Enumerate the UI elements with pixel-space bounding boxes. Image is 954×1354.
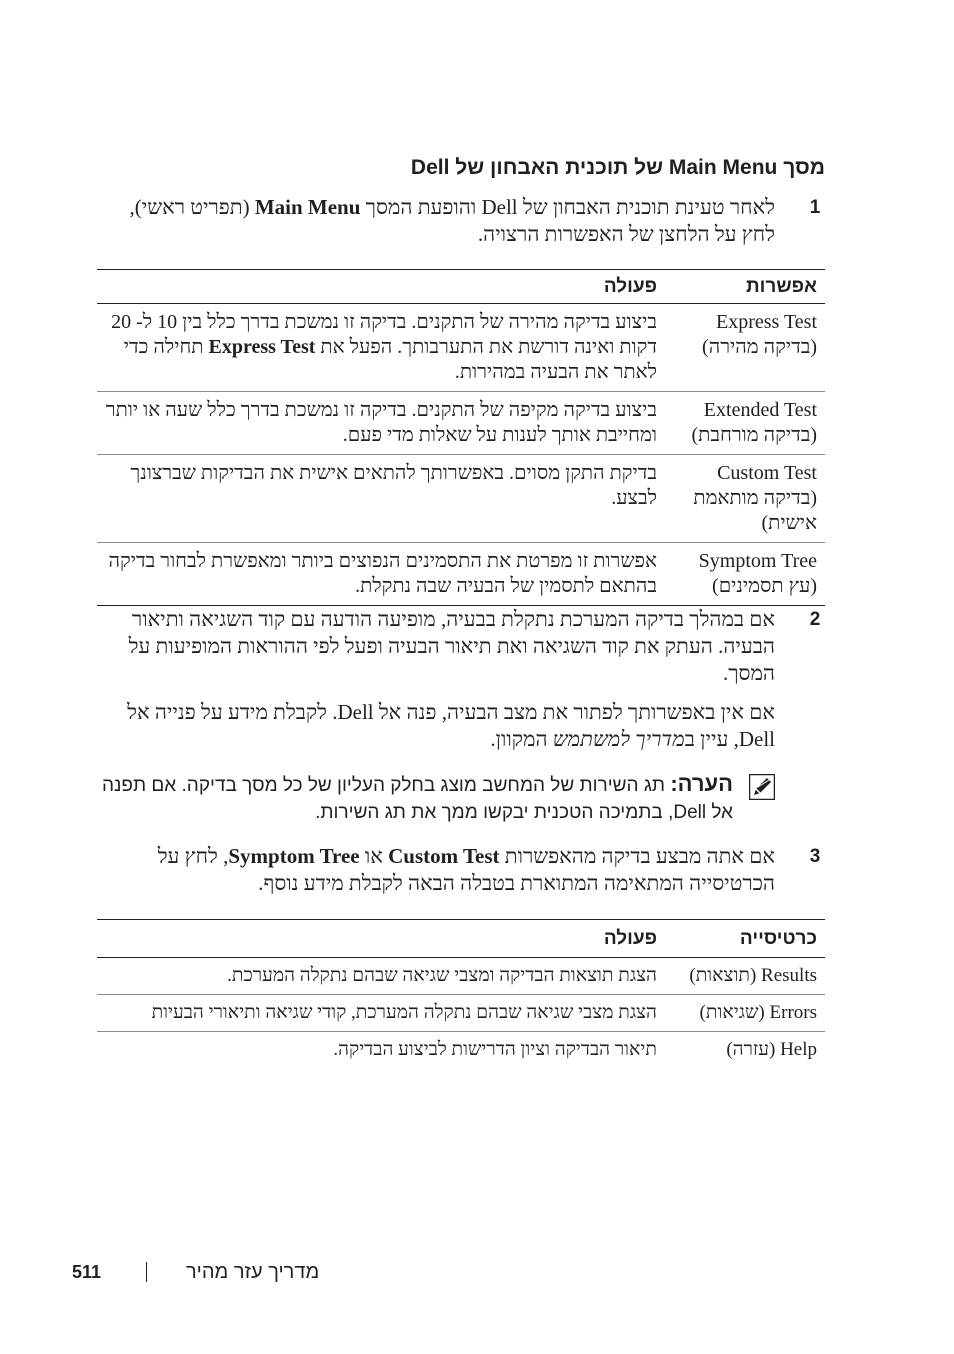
tab-cell: Results (תוצאות) (689, 965, 817, 986)
table-header-row (97, 270, 825, 304)
step-1 (97, 194, 825, 248)
table-row (97, 1032, 825, 1069)
page-number: 511 (72, 1262, 102, 1282)
step-text: אם במהלך בדיקה המערכת נתקלת בבעיה, מופיעה הודעה עם קוד השגיאה ותיאור הבעיה. העתק את קוד השגיאה ואת תיאור הבעיה ופעל לפי ההוראות המופיעות על המסך. (128, 607, 775, 685)
table-row (97, 995, 825, 1032)
column-header-option: אפשרות (746, 276, 817, 297)
step-3 (97, 843, 825, 897)
section-heading: מסך Main Menu של תוכנית האבחון של Dell (410, 156, 825, 179)
column-header-action: פעולה (603, 928, 657, 949)
table-row (97, 392, 825, 455)
step-number: 3 (809, 846, 821, 867)
action-cell: בדיקת התקן מסוים. באפשרותך להתאים אישית את הבדיקות שברצונך לבצע. (130, 462, 657, 509)
footer-divider (146, 1262, 147, 1282)
option-cell: Symptom Tree (עץ תסמינים) (698, 550, 817, 597)
action-cell: תיאור הבדיקה וציון הדרישות לביצוע הבדיקה. (333, 1039, 657, 1060)
step-text: אם אתה מבצע בדיקה מהאפשרות Custom Test או Symptom Tree, לחץ על הכרטיסייה המתאימה המתוארת בטבלה הבאה לקבלת מידע נוסף. (157, 844, 775, 895)
tab-cell: Help (עזרה) (726, 1039, 817, 1060)
step-2 (97, 606, 825, 687)
step-number: 1 (809, 197, 821, 218)
column-header-tab: כרטיסייה (739, 928, 817, 949)
action-cell: אפשרות זו מפרטת את התסמינים הנפוצים ביותר ומאפשרת לבחור בדיקה בהתאם לתסמין של הבעיה שבה נתקלת. (108, 550, 657, 597)
step-number: 2 (809, 609, 821, 630)
step-text: לאחר טעינת תוכנית האבחון של Dell והופעת המסך Main Menu (תפריט ראשי), לחץ על הלחצן של האפשרות הרצויה. (129, 195, 775, 246)
option-cell: Custom Test (בדיקה מותאמת אישית) (693, 462, 817, 534)
action-cell: ביצוע בדיקה מהירה של התקנים. בדיקה זו נמשכת בדרך כלל בין 10 ל- 20 דקות ואינה דורשת את התערבותך. הפעל את Express Test תחילה כדי לאתר את הבעיה במהירות. (111, 311, 657, 383)
tab-cell: Errors (שגיאות) (699, 1002, 817, 1023)
option-cell: Express Test (בדיקה מהירה) (702, 311, 817, 358)
note-block (97, 770, 775, 826)
table-header-row (97, 920, 825, 958)
table-row (97, 455, 825, 543)
action-cell: הצגת מצבי שגיאה שבהם נתקלה המערכת, קודי שגיאה ותיאורי הבעיות (151, 1002, 657, 1023)
document-page (97, 0, 825, 1354)
tabs-table (97, 919, 825, 1068)
contact-paragraph: אם אין באפשרותך לפתור את מצב הבעיה, פנה אל Dell. לקבלת מידע על פנייה אל Dell, עיין במדריך למשתמש המקוון. (127, 700, 775, 751)
column-header-action: פעולה (603, 276, 657, 297)
footer-title: מדריך עזר מהיר (186, 1261, 320, 1283)
note-text: הערה: תג השירות של המחשב מוצג בחלק העליון של כל מסך בדיקה. אם תפנה אל Dell, בתמיכה הטכנית יבקשו ממך את תג השירות. (101, 771, 733, 823)
action-cell: ביצוע בדיקה מקיפה של התקנים. בדיקה זו נמשכת בדרך כלל שעה או יותר ומחייבת אותך לענות על שאלות מדי פעם. (105, 399, 657, 446)
action-cell: הצגת תוצאות הבדיקה ומצבי שגיאה שבהם נתקלה המערכת. (227, 965, 657, 986)
options-table (97, 269, 825, 606)
table-row (97, 543, 825, 606)
option-cell: Extended Test (בדיקה מורחבת) (691, 399, 817, 446)
pencil-note-icon (749, 774, 775, 800)
table-row (97, 958, 825, 995)
table-row (97, 304, 825, 392)
